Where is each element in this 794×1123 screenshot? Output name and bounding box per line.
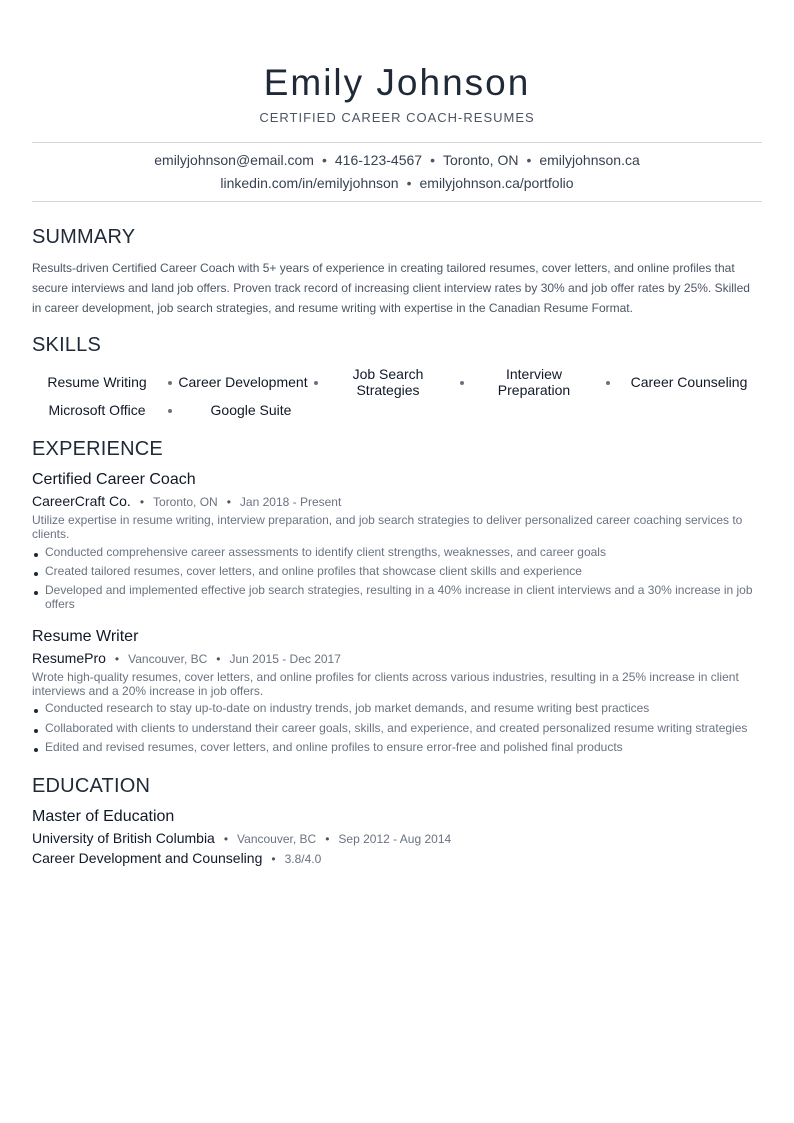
skill-separator-dot: [314, 381, 318, 385]
job-dates: Jan 2018 - Present: [239, 495, 342, 509]
education-meta: [32, 830, 451, 846]
contact-linkedin[interactable]: linkedin.com/in/emilyjohnson: [220, 175, 399, 191]
summary-heading: SUMMARY: [32, 226, 136, 248]
education-dates: Sep 2012 - Aug 2014: [338, 832, 452, 846]
education-degree: Master of Education: [32, 808, 175, 825]
job-location: Toronto, ON: [153, 495, 218, 509]
skill-item: Interview Preparation: [497, 366, 571, 398]
summary-text: Results-driven Certified Career Coach with 5+ years of experience in creating tailored resumes, cover letters, and online profiles that secure interviews and land job offers. Proven track record of increasing client interview rates by 30% and job offer rates by 25%. Skilled in career development, job search strategies, and resume writing with expertise in the Canadian Resume Format.: [32, 261, 750, 315]
separator-dot: •: [223, 832, 229, 846]
contact-portfolio[interactable]: emilyjohnson.ca/portfolio: [419, 175, 574, 191]
contact-website[interactable]: emilyjohnson.ca: [539, 152, 640, 168]
candidate-name: Emily Johnson: [263, 62, 531, 103]
job-title: Certified Career Coach: [32, 471, 196, 488]
job-company: CareerCraft Co.: [32, 493, 131, 509]
skill-separator-dot: [606, 381, 610, 385]
job-bullet: Edited and revised resumes, cover letters, and online profiles to ensure error-free and polished final products: [32, 740, 762, 754]
skill-separator-dot: [168, 409, 172, 413]
contact-line-1: [0, 152, 794, 168]
header-divider-bottom: [32, 201, 762, 202]
skill-item: Career Counseling: [630, 374, 748, 390]
job-dates: Jun 2015 - Dec 2017: [229, 652, 341, 666]
experience-heading: EXPERIENCE: [32, 438, 163, 460]
contact-location: Toronto, ON: [442, 152, 519, 168]
education-gpa: 3.8/4.0: [284, 852, 322, 866]
skill-item: Microsoft Office: [48, 402, 146, 418]
skill-item: Resume Writing: [47, 374, 147, 390]
separator-dot: •: [325, 832, 330, 846]
skill-separator-dot: [460, 381, 464, 385]
separator-dot: •: [526, 152, 532, 168]
job-title: Resume Writer: [32, 628, 139, 645]
job-location: Vancouver, BC: [128, 652, 208, 666]
job-bullet: Developed and implemented effective job search strategies, resulting in a 40% increase in client interviews and a 30% increase in job offers: [32, 583, 762, 611]
separator-dot: •: [321, 152, 327, 168]
separator-dot: •: [271, 852, 276, 866]
skill-separator-dot: [168, 381, 172, 385]
job-description: Wrote high-quality resumes, cover letters, and online profiles for clients across various industries, resulting in a 25% increase in client interviews and a 20% increase in job offers.: [32, 670, 739, 698]
skills-heading: SKILLS: [32, 334, 102, 356]
skill-item: Career Development: [178, 374, 308, 390]
separator-dot: •: [430, 152, 435, 168]
header-divider-top: [32, 142, 762, 143]
education-field-line: [32, 850, 321, 866]
job-meta: [32, 493, 341, 509]
separator-dot: •: [216, 652, 221, 666]
job-description: Utilize expertise in resume writing, interview preparation, and job search strategies to deliver personalized career coaching services to clients.: [32, 513, 743, 541]
candidate-title: CERTIFIED CAREER COACH-RESUMES: [259, 110, 535, 125]
education-school: University of British Columbia: [32, 830, 215, 846]
job-bullet: Collaborated with clients to understand their career goals, skills, and experience, and created personalized resume writing strategies: [32, 721, 762, 735]
education-heading: EDUCATION: [32, 775, 151, 797]
skill-item: Job Search Strategies: [352, 366, 424, 398]
separator-dot: •: [139, 495, 145, 509]
separator-dot: •: [114, 652, 120, 666]
job-bullet: Conducted research to stay up-to-date on industry trends, job market demands, and resume writing best practices: [32, 701, 762, 715]
job-meta: [32, 650, 341, 666]
job-bullet: Created tailored resumes, cover letters, and online profiles that showcase client skills and experience: [32, 564, 762, 578]
job-bullet: Conducted comprehensive career assessments to identify client strengths, weaknesses, and career goals: [32, 545, 762, 559]
skill-item: Google Suite: [210, 402, 292, 418]
contact-line-2: [0, 175, 794, 191]
education-field: Career Development and Counseling: [32, 850, 263, 866]
contact-phone[interactable]: 416-123-4567: [334, 152, 423, 168]
separator-dot: •: [406, 175, 412, 191]
education-location: Vancouver, BC: [237, 832, 317, 846]
job-company: ResumePro: [32, 650, 106, 666]
contact-email[interactable]: emilyjohnson@email.com: [154, 152, 314, 168]
separator-dot: •: [226, 495, 231, 509]
